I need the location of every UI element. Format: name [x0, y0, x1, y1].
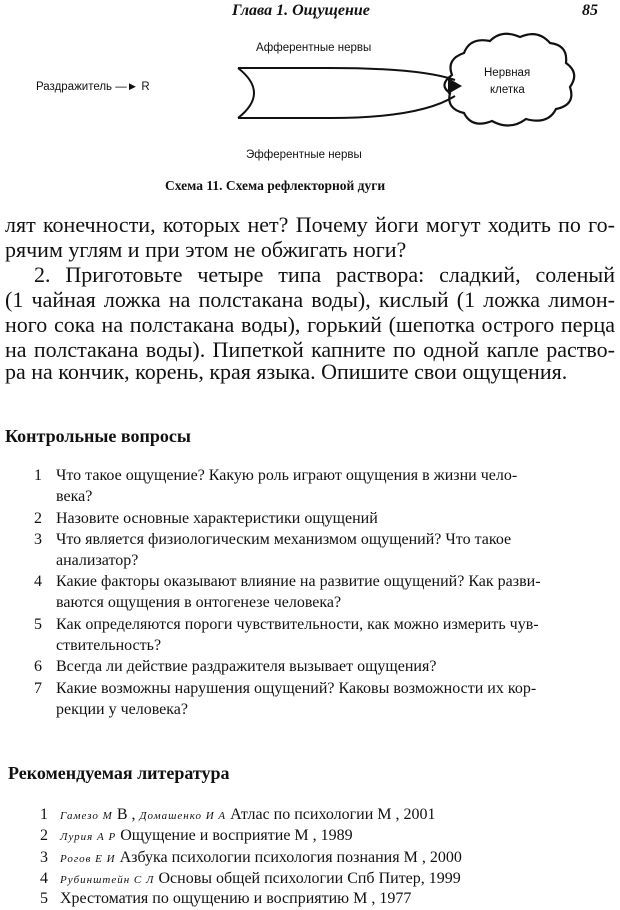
question-number: 7 [34, 680, 42, 697]
reference-entry [60, 890, 411, 908]
reference-entry [60, 827, 353, 845]
question-text: ствительность? [56, 637, 162, 654]
stimulus-label: Раздражитель —► R [36, 81, 150, 93]
efferent-arc [238, 96, 455, 118]
reference-author: Лурия А Р [60, 831, 117, 843]
body-line: ного сока на полстакана воды), горький (шепотка острого перца [5, 312, 615, 337]
question-number: 6 [34, 658, 42, 675]
question-number: 2 [34, 510, 42, 527]
cell-label-2: клетка [490, 84, 525, 96]
question-number: 4 [34, 573, 42, 590]
afferent-label: Афферентные нервы [256, 42, 372, 54]
question-text: Как определяются пороги чувствительности, как можно измерить чув- [56, 616, 539, 633]
question-text: Всегда ли действие раздражителя вызывает ощущения? [56, 658, 437, 675]
reference-number: 1 [40, 806, 48, 823]
cell-label-1: Нервная [484, 67, 531, 79]
question-text: Какие возможны нарушения ощущений? Каковы возможности их кор- [56, 680, 537, 697]
body-line: 2. Приготовьте четыре типа раствора: сладкий, соленый [34, 262, 615, 287]
reference-entry [60, 806, 436, 824]
question-text: анализатор? [56, 552, 139, 569]
reference-text: Основы общей психологии Спб Питер, 1999 [154, 870, 461, 887]
questions-heading: Контрольные вопросы [5, 426, 191, 446]
reference-text: Азбука психологии психология познания М , 2000 [115, 849, 462, 866]
body-line: ра на кончик, корень, края языка. Опишите свои ощущения. [5, 359, 568, 384]
reference-text: Ощущение и восприятие М , 1989 [116, 827, 353, 844]
reference-author: Рогов Е И [60, 853, 116, 865]
question-text: Назовите основные характеристики ощущений [56, 510, 378, 527]
nerve-cell-cloud [444, 34, 574, 126]
reference-text: В , [112, 806, 140, 823]
question-number: 5 [34, 616, 42, 633]
reference-text: Атлас по психологии М , 2001 [226, 806, 436, 823]
page-number: 85 [582, 2, 598, 19]
reference-entry [60, 849, 462, 867]
reference-number: 3 [40, 849, 48, 866]
question-text: Что является физиологическим механизмом ощущений? Что такое [56, 531, 512, 548]
question-text: Что такое ощущение? Какую роль играют ощущения в жизни чело- [56, 467, 518, 484]
body-line: на полстакана воды). Пипеткой капните по одной капле раство- [5, 337, 615, 362]
question-text: Какие факторы оказывают влияние на развитие ощущений? Как разви- [56, 573, 541, 590]
reference-author: Гамезо М [60, 810, 113, 822]
body-line: лят конечности, которых нет? Почему йоги могут ходить по го- [5, 212, 615, 237]
arc-body [238, 68, 254, 118]
question-number: 3 [34, 531, 42, 548]
references-heading: Рекомендуемая литература [8, 763, 230, 783]
reference-entry [60, 870, 461, 888]
reference-number: 5 [40, 890, 48, 907]
body-line: рячим углям и при этом не обжигать ноги? [5, 237, 407, 262]
reference-number: 4 [40, 870, 48, 887]
efferent-label: Эфферентные нервы [246, 149, 362, 161]
running-title: Глава 1. Ощущение [232, 2, 370, 19]
reference-number: 2 [40, 827, 48, 844]
reference-author: Рубинштейн С Л [60, 874, 155, 886]
reference-text: Хрестоматия по ощущению и восприятию М , 1977 [60, 890, 412, 907]
question-number: 1 [34, 467, 42, 484]
reference-author: Домашенко И А [139, 810, 227, 822]
diagram-caption: Схема 11. Схема рефлекторной дуги [165, 178, 386, 193]
question-text: века? [56, 488, 93, 505]
afferent-arc [238, 68, 455, 80]
question-text: ваются ощущения в онтогенезе человека? [56, 594, 342, 611]
body-line: (1 чайная ложка на полстакана воды), кислый (1 ложка лимон- [5, 287, 615, 312]
question-text: рекции у человека? [56, 701, 188, 718]
